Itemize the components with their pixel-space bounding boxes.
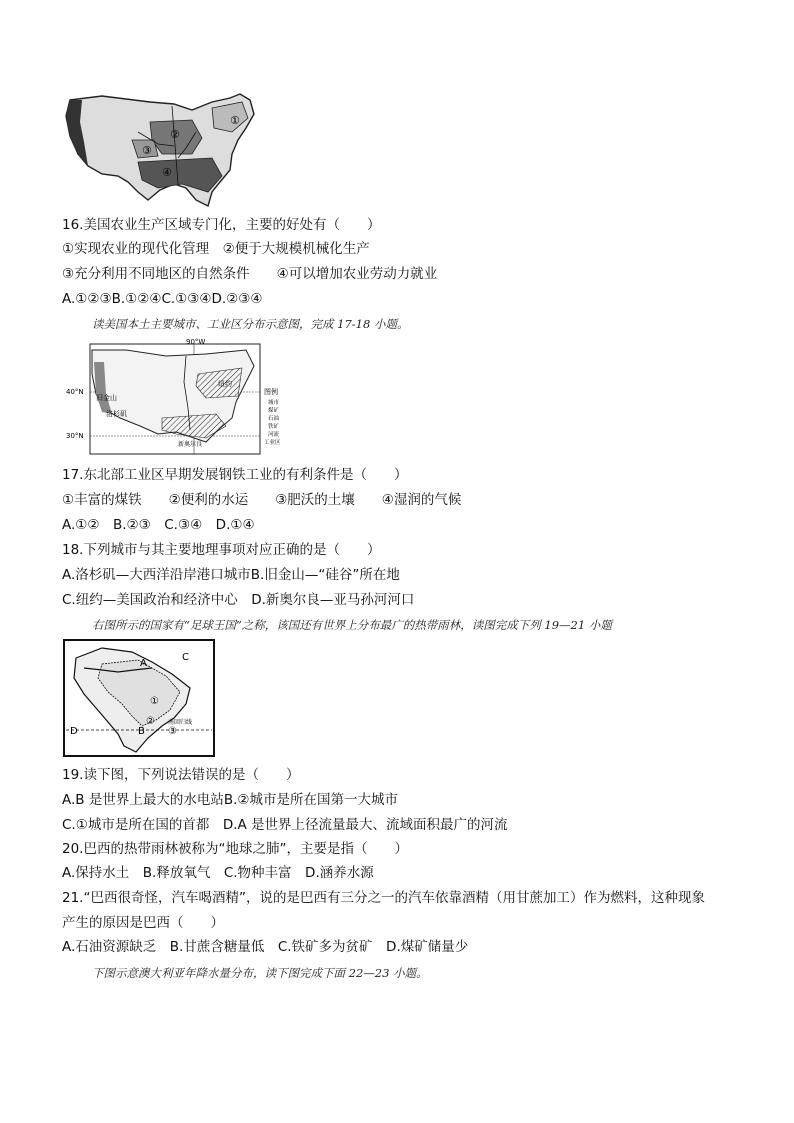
question-18-options-1: A.洛杉矶—大西洋沿岸港口城市B.旧金山—“硅谷”所在地 [62,567,400,583]
marker-1: ① [230,114,240,127]
marker-4: ④ [162,166,172,179]
question-17-answers: A.①② B.②③ C.③④ D.①④ [62,517,255,533]
city-san-francisco: 旧金山 [96,394,117,402]
legend-item-oil: 石油 [268,416,280,422]
question-19-options-2: C.①城市是所在国的首都 D.A 是世界上径流量最大、流域面积最广的河流 [62,817,508,833]
question-21-answers: A.石油资源缺乏 B.甘蔗含糖量低 C.铁矿多为贫矿 D.煤矿储量少 [62,939,469,955]
marker-3: ③ [142,144,152,157]
legend-item-city: 城市 [268,400,280,406]
question-17: 17.东北部工业区早期发展钢铁工业的有利条件是（ ） [62,467,408,483]
brazil-map [62,638,216,758]
legend-title: 图例 [264,388,278,396]
city-new-york: 纽约 [218,380,232,388]
lon-label: 90°W [186,338,206,346]
lat-40-label: 40°N [66,388,84,396]
label-b: B [138,726,145,737]
question-16-options-2: ③充分利用不同地区的自然条件 ④可以增加农业劳动力就业 [62,266,438,282]
question-16-options-1: ①实现农业的现代化管理 ②便于大规模机械化生产 [62,241,370,257]
question-20-answers: A.保持水土 B.释放氧气 C.物种丰富 D.涵养水源 [62,865,374,881]
question-18-options-2: C.纽约—美国政治和经济中心 D.新奥尔良—亚马孙河河口 [62,592,415,608]
marker-2: ② [170,128,180,141]
intro-17-18: 读美国本土主要城市、工业区分布示意图，完成 17-18 小题。 [92,317,409,331]
tropic-label: 南回归线 [168,719,193,726]
legend-item-river: 河流 [268,432,280,438]
us-cities-industry-map [66,338,288,456]
marker-3-rio: ③ [168,726,177,737]
city-new-orleans: 新奥尔良 [178,441,203,448]
question-19: 19.读下图，下列说法错误的是（ ） [62,767,300,783]
label-a: A [140,658,147,669]
legend-item-industrial-zone: 工业区 [264,440,281,446]
marker-2-sao-paulo: ② [146,716,155,727]
intro-22-23: 下图示意澳大利亚年降水量分布，读下图完成下面 22—23 小题。 [92,966,428,980]
label-d: D [70,726,78,737]
question-18: 18.下列城市与其主要地理事项对应正确的是（ ） [62,542,381,558]
intro-19-21: 右图所示的国家有“足球王国”之称，该国还有世界上分布最广的热带雨林，读图完成下列 19—21 小题 [92,618,612,632]
question-16: 16.美国农业生产区域专门化，主要的好处有（ ） [62,217,381,233]
legend-item-coal: 煤矿 [268,408,280,414]
city-los-angeles: 洛杉矶 [106,410,127,418]
question-21-line-1: 21.“巴西很奇怪，汽车喝酒精”，说的是巴西有三分之一的汽车依靠酒精（用甘蔗加工）作为燃料，这种现象 [62,890,705,906]
question-21-line-2: 产生的原因是巴西（ ） [62,915,224,931]
marker-1-brasilia: ① [150,696,159,707]
lat-30-label: 30°N [66,432,84,440]
legend-item-iron: 铁矿 [268,424,280,430]
us-agriculture-region-map [62,92,272,210]
question-19-options-1: A.B 是世界上最大的水电站B.②城市是所在国第一大城市 [62,792,398,808]
question-20: 20.巴西的热带雨林被称为“地球之肺”，主要是指（ ） [62,841,408,857]
question-16-answers: A.①②③B.①②④C.①③④D.②③④ [62,291,263,307]
label-c: C [182,652,189,663]
question-17-options: ①丰富的煤铁 ②便利的水运 ③肥沃的土壤 ④湿润的气候 [62,492,462,508]
